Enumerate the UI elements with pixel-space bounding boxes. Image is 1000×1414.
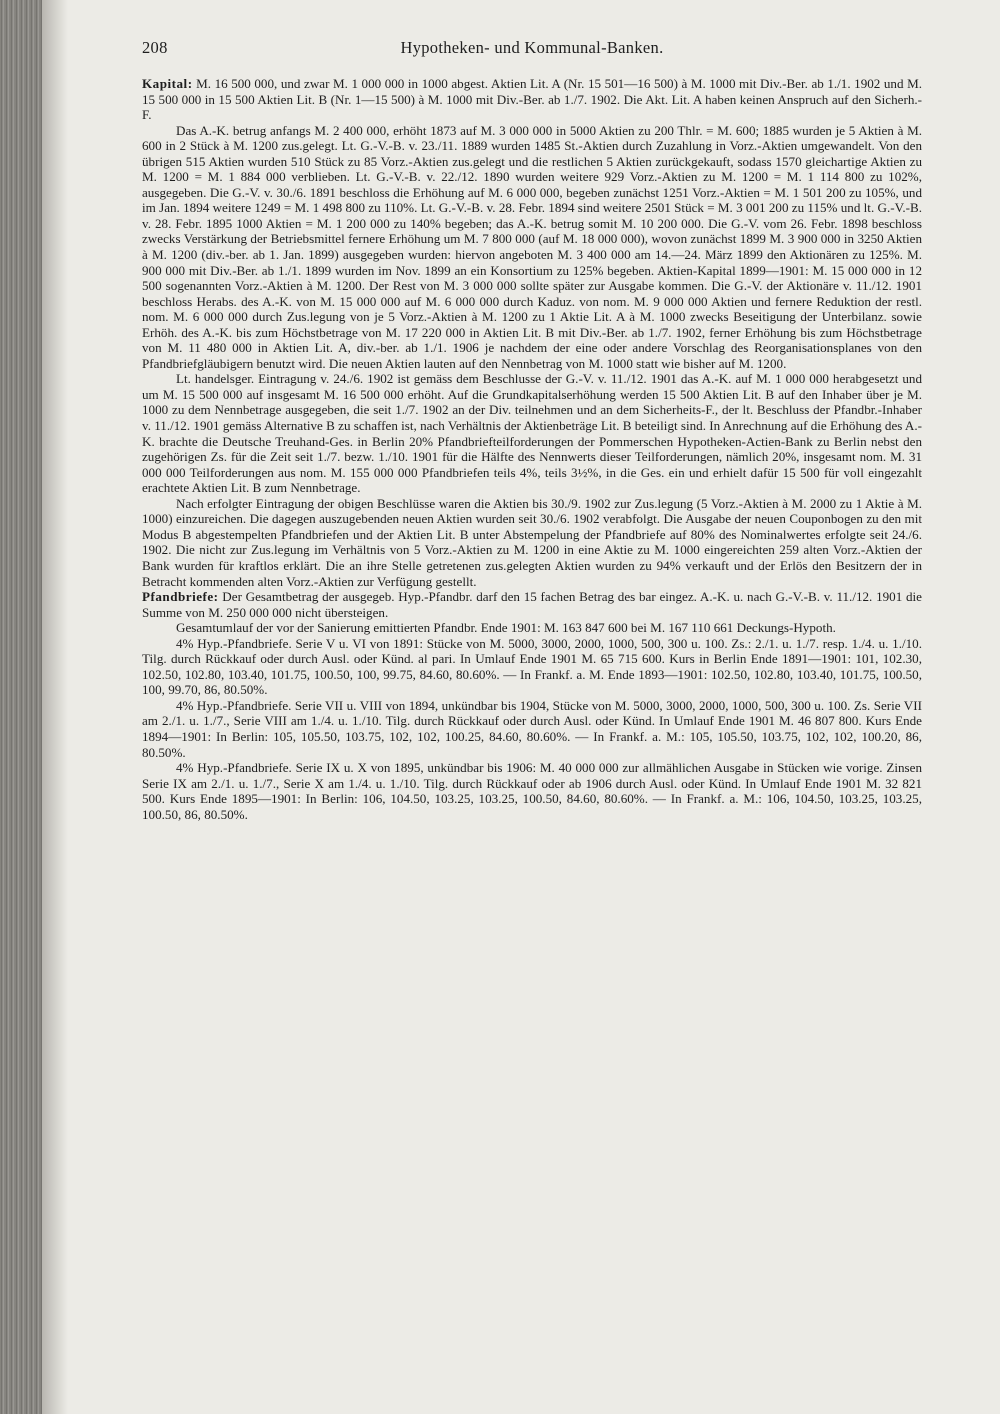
kapital-paragraph-3: Lt. handelsger. Eintragung v. 24./6. 1902 ist gemäss dem Beschlusse der G.-V. v. 11./12. 1901 das A.-K. auf M. 1 000 000 herabgesetzt und um M. 15 500 000 auf insgesamt M. 16 500 000 erhöht. Auf die Grundkapitalserhöhung werden 15 500 Aktien Lit. B auf den Inhaber über je M. 1000 zu dem Nennbetrage ausgegeben, die seit 1./7. 1902 an der Div. teilnehmen und an dem Sicherheits-F., der lt. Beschluss der Pfandbr.-Inhaber v. 11./12. 1901 gemäss Alternative B zu schaffen ist, nach Verhältnis der Aktienbeträge Lit. B beteiligt sind. In Anrechnung auf die Erhöhung des A.-K. brachte die Deutsche Treuhand-Ges. in Berlin 20% Pfandbriefteilforderungen der Pommerschen Hypotheken-Actien-Bank zu Berlin nebst den zugehörigen Zs. für die Zeit seit 1./7. bezw. 1./10. 1901 für die Hälfte des Nennwerts dieser Teilforderungen, nämlich 20%, insgesamt nom. M. 31 000 000 Teilforderungen aus nom. M. 155 000 000 Pfandbriefen teils 4%, teils 3½%, in die Ges. ein und erhielt dafür 15 500 für voll eingezahlt erachtete Aktien Lit. B zum Nennbetrage.: [142, 371, 922, 496]
page-number: 208: [142, 38, 168, 57]
pfandbriefe-paragraph-1: [142, 589, 922, 620]
kapital-text-1: M. 16 500 000, und zwar M. 1 000 000 in 1000 abgest. Aktien Lit. A (Nr. 15 501—16 500) à M. 1000 mit Div.-Ber. ab 1./1. 1902 und M. 15 500 000 in 15 500 Aktien Lit. B (Nr. 1—15 500) à M. 1000 mit Div.-Ber. ab 1./7. 1902. Die Akt. Lit. A haben keinen Anspruch auf den Sicherh.-F.: [142, 76, 922, 123]
pfandbriefe-text-1: Der Gesamtbetrag der ausgegeb. Hyp.-Pfandbr. darf den 15 fachen Betrag des bar eingez. A.-K. u. nach G.-V.-B. v. 11./12. 1901 die Summe von M. 250 000 000 nicht übersteigen.: [142, 589, 922, 620]
kapital-paragraph-1: [142, 76, 922, 123]
kapital-paragraph-4: Nach erfolgter Eintragung der obigen Beschlüsse waren die Aktien bis 30./9. 1902 zur Zus.legung (5 Vorz.-Aktien à M. 2000 zu 1 Aktie à M. 1000) einzureichen. Die dagegen auszugebenden neuen Aktien wurden seit 30./6. 1902 verabfolgt. Die Ausgabe der neuen Couponbogen zu den mit Modus B abgestempelten Pfandbriefen und der Aktien Lit. B unter Abstempelung der Pfandbriefe auf 80% des Nominalwertes erfolgte seit 24./6. 1902. Die nicht zur Zus.legung im Verhältnis von 5 Vorz.-Aktien zu M. 1200 in eine Aktie zu M. 1000 eingereichten 259 alten Vorz.-Aktien der Bank wurden für kraftlos erklärt. Die an ihre Stelle getretenen zus.gelegten Aktien wurden zu 94% verkauft und der Erlös den Besitzern der in Betracht kommenden alten Vorz.-Aktien zur Verfügung gestellt.: [142, 495, 922, 589]
running-header: [142, 38, 922, 62]
pfandbriefe-paragraph-5: 4% Hyp.-Pfandbriefe. Serie IX u. X von 1895, unkündbar bis 1906: M. 40 000 000 zur allmählichen Ausgabe in Stücken wie vorige. Zinsen Serie IX am 2./1. u. 1./7., Serie X am 1./4. u. 1./10. Tilg. durch Rückkauf oder ab 1906 durch Ausl. oder Künd. In Umlauf Ende 1901 M. 32 821 500. Kurs Ende 1895—1901: In Berlin: 106, 104.50, 103.25, 103.25, 100.50, 84.60, 80.60%. — In Frankf. a. M.: 106, 104.50, 103.25, 103.25, 100.50, 86, 80.50%.: [142, 760, 922, 822]
page: [142, 0, 922, 1414]
section-label-kapital: Kapital:: [142, 76, 193, 91]
section-label-pfandbriefe: Pfandbriefe:: [142, 589, 219, 605]
pfandbriefe-paragraph-4: 4% Hyp.-Pfandbriefe. Serie VII u. VIII von 1894, unkündbar bis 1904, Stücke von M. 5000, 3000, 2000, 1000, 500, 300 u. 100. Zs. Serie VII am 2./1. u. 1./7., Serie VIII am 1./4. u. 1./10. Tilg. durch Rückkauf oder durch Ausl. oder Künd. In Umlauf Ende 1901 M. 46 807 800. Kurs Ende 1894—1901: In Berlin: 105, 105.50, 103.75, 102, 102, 100.25, 84.60, 80.60%. — In Frankf. a. M.: 105, 105.50, 103.75, 102, 102, 100.20, 86, 80.50%.: [142, 697, 922, 760]
body-text: [142, 76, 922, 822]
kapital-paragraph-2: Das A.-K. betrug anfangs M. 2 400 000, erhöht 1873 auf M. 3 000 000 in 5000 Aktien zu 200 Thlr. = M. 600; 1885 wurden je 5 Aktien à M. 600 in 2 Stück à M. 1200 zus.gelegt. Lt. G.-V.-B. v. 23./11. 1889 wurden 1485 St.-Aktien durch Zuzahlung in Vorz.-Aktien umgewandelt. Von den übrigen 515 Aktien wurden 510 Stück zu 85 Vorz.-Aktien zus.gelegt und die restlichen 5 Aktien zurückgekauft, sodass 1570 gleichartige Aktien zu M. 1200 = M. 1 884 000 verblieben. Lt. G.-V.-B. v. 22./12. 1890 wurden weitere 929 Vorz.-Aktien zu M. 1200 = M. 1 114 800 zu 102%, ausgegeben. Die G.-V. v. 30./6. 1891 beschloss die Erhöhung auf M. 6 000 000, begeben zunächst 1251 Vorz.-Aktien = M. 1 501 200 zu 105%, und im Jan. 1894 weitere 1249 = M. 1 498 800 zu 110%. Lt. G.-V.-B. v. 28. Febr. 1894 sind weitere 2501 Stück = M. 3 001 200 zu 115% und lt. G.-V.-B. v. 28. Febr. 1895 1000 Aktien = M. 1 200 000 zu 140% begeben; das A.-K. betrug somit M. 10 200 000. Die G.-V. vom 26. Febr. 1898 beschloss zwecks Verstärkung der Betriebsmittel fernere Erhöhung um M. 7 800 000 (auf M. 18 000 000), wovon zunächst 1899 M. 3 900 000 in 3250 Aktien à M. 1200 (div.-ber. ab 1. Jan. 1899) ausgegeben wurden: hiervon angeboten M. 3 400 000 am 14.—24. März 1899 den Aktionären zu 125%. M. 900 000 mit Div.-Ber. ab 1./1. 1899 wurden im Nov. 1899 an ein Konsortium zu 125% begeben. Aktien-Kapital 1899—1901: M. 15 000 000 in 12 500 sogenannten Vorz.-Aktien à M. 1200. Der Rest von M. 3 000 000 sollte später zur Ausgabe kommen. Die G.-V. der Aktionäre v. 11./12. 1901 beschloss Herabs. des A.-K. von M. 15 000 000 auf M. 6 000 000 durch Kaduz. von nom. M. 9 000 000 Aktien und fernere Reduktion der restl. nom. M. 6 000 000 durch Zus.legung von je 5 Vorz.-Aktien à M. 1200 zu 1 Aktie Lit. A à M. 1000 zwecks Beseitigung der Unterbilanz. sowie Erhöh. des A.-K. bis zum Höchstbetrage von M. 17 220 000 in Aktien Lit. B mit Div.-Ber. ab 1./7. 1902, ferner Erhöhung bis zum Höchstbetrage von M. 11 480 000 in Aktien Lit. A, div.-ber. ab 1./1. 1906 je nachdem der eine oder andere Vorschlag des Reorganisationsplanes von den Pfandbriefgläubigern benutzt wird. Die neuen Aktien lauten auf den Nennbetrag von M. 1000 statt wie bisher auf M. 1200.: [142, 122, 922, 371]
pfandbriefe-paragraph-2: Gesamtumlauf der vor der Sanierung emittierten Pfandbr. Ende 1901: M. 163 847 600 bei M. 167 110 661 Deckungs-Hypoth.: [176, 620, 836, 636]
gutter-shadow: [42, 0, 68, 1414]
pfandbriefe-paragraph-3: 4% Hyp.-Pfandbriefe. Serie V u. VI von 1891: Stücke von M. 5000, 3000, 2000, 1000, 500, 300 u. 100. Zs.: 2./1. u. 1./7. resp. 1./4. u. 1./10. Tilg. durch Rückkauf oder durch Ausl. oder Künd. al pari. In Umlauf Ende 1901 M. 65 715 600. Kurs in Berlin Ende 1891—1901: 101, 102.30, 102.50, 102.80, 103.40, 101.75, 100.50, 100, 99.75, 84.60, 80.60%. — In Frankf. a. M. Ende 1893—1901: 102.50, 102.80, 103.40, 101.75, 100.50, 100, 99.70, 86, 80.50%.: [142, 635, 922, 698]
book-spine-shadow: [0, 0, 42, 1414]
running-title: Hypotheken- und Kommunal-Banken.: [400, 38, 664, 57]
